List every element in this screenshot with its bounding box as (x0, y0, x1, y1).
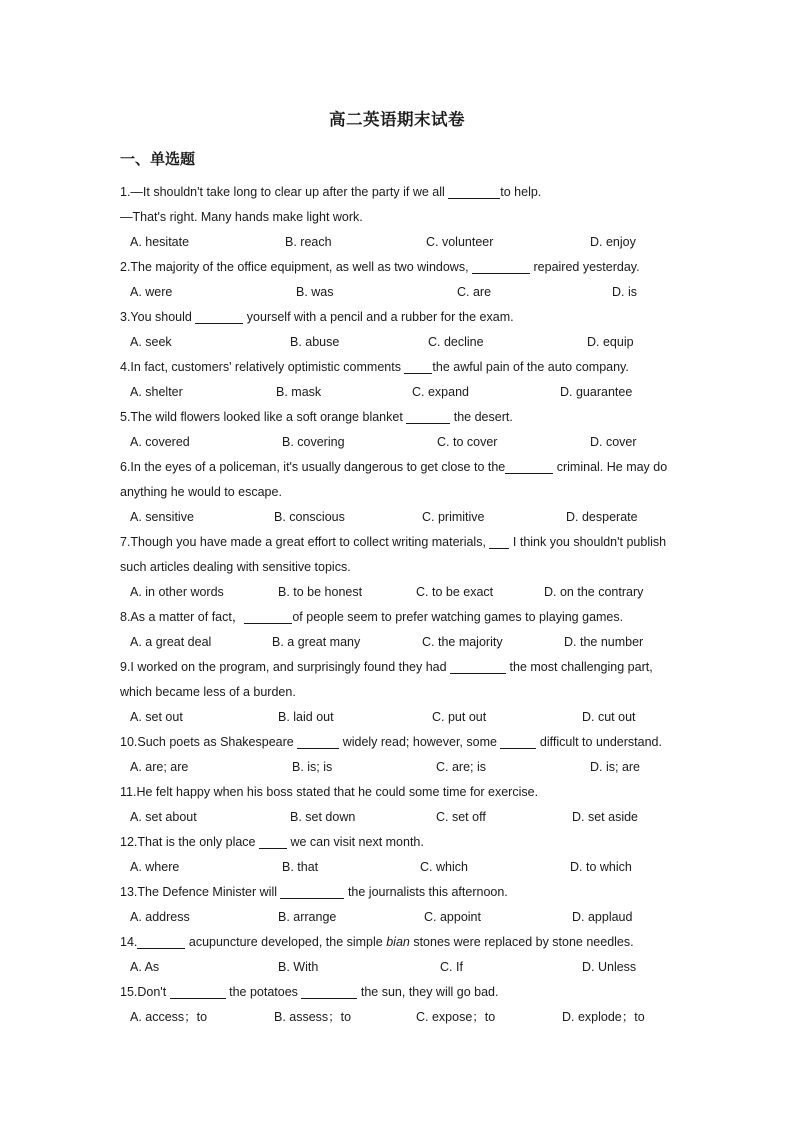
question-13 (120, 880, 680, 930)
stem-text: 15.Don't (120, 985, 170, 999)
answer-blank (301, 983, 357, 999)
option-row (120, 330, 680, 355)
option-row (120, 855, 680, 880)
stem-text: of people seem to prefer watching games to playing games. (292, 610, 624, 624)
question-stem (120, 455, 680, 505)
option-row (120, 430, 680, 455)
option-d: D. applaud (572, 910, 633, 924)
answer-blank (137, 933, 185, 949)
option-row (120, 705, 680, 730)
stem-text: acupuncture developed, the simple (185, 935, 387, 949)
option-a: A. a great deal (130, 635, 212, 649)
stem-text: 13.The Defence Minister will (120, 885, 281, 899)
option-a: A. As (130, 960, 160, 974)
stem-text: 3.You should (120, 310, 196, 324)
question-14 (120, 930, 680, 980)
question-8 (120, 605, 680, 655)
stem-text: criminal. He may do anything he would to escape. (120, 460, 668, 499)
question-12 (120, 830, 680, 880)
question-9 (120, 655, 680, 730)
option-d: D. explode；to (562, 1010, 645, 1024)
answer-blank (406, 408, 450, 424)
question-stem (120, 655, 680, 705)
stem-text: 12.That is the only place (120, 835, 259, 849)
option-b: B. to be honest (278, 585, 363, 599)
answer-blank (448, 183, 500, 199)
option-d: D. the number (564, 635, 644, 649)
question-stem (120, 605, 680, 630)
question-stem (120, 255, 680, 280)
stem-text: 11.He felt happy when his boss stated that he could some time for exercise. (120, 785, 539, 799)
question-stem (120, 830, 680, 855)
option-a: A. covered (130, 435, 190, 449)
stem-text: the most challenging part, which became less of a burden. (120, 660, 653, 699)
option-b: B. arrange (278, 910, 337, 924)
option-row (120, 280, 680, 305)
answer-blank (259, 833, 287, 849)
option-c: C. which (420, 860, 468, 874)
question-stem (120, 880, 680, 905)
option-d: D. cover (590, 435, 637, 449)
question-6 (120, 455, 680, 530)
option-c: C. volunteer (426, 235, 494, 249)
stem-text: 1.—It shouldn't take long to clear up after the party if we all (120, 185, 449, 199)
stem-text: stones were replaced by stone needles. (409, 935, 634, 949)
option-b: B. laid out (278, 710, 334, 724)
option-row (120, 230, 680, 255)
stem-text: to help. (500, 185, 542, 199)
answer-blank (404, 358, 432, 374)
question-5 (120, 405, 680, 455)
stem-text: the awful pain of the auto company. (432, 360, 629, 374)
stem-text: bian (386, 935, 410, 949)
question-stem (120, 930, 680, 955)
option-b: B. is; is (292, 760, 333, 774)
stem-text: the desert. (450, 410, 513, 424)
option-row (120, 1005, 680, 1030)
option-b: B. conscious (274, 510, 345, 524)
option-a: A. access；to (130, 1010, 208, 1024)
option-a: A. set out (130, 710, 183, 724)
question-2 (120, 255, 680, 305)
question-stem (120, 305, 680, 330)
answer-blank (472, 258, 530, 274)
stem-text: I think you shouldn't publish such articles dealing with sensitive topics. (120, 535, 667, 574)
stem-text: 8.As a matter of fact， (120, 610, 245, 624)
question-7 (120, 530, 680, 605)
stem-text: 6.In the eyes of a policeman, it's usually dangerous to get close to the (120, 460, 506, 474)
option-a: A. hesitate (130, 235, 190, 249)
page-title: 高二英语期末试卷 (329, 110, 465, 129)
option-row (120, 955, 680, 980)
answer-blank (505, 458, 553, 474)
option-b: B. a great many (272, 635, 361, 649)
answer-blank (500, 733, 536, 749)
option-a: A. in other words (130, 585, 224, 599)
stem-text: widely read; however, some (339, 735, 501, 749)
option-a: A. were (130, 285, 173, 299)
answer-blank (170, 983, 226, 999)
question-stem (120, 180, 680, 205)
option-c: C. to be exact (416, 585, 494, 599)
option-b: B. With (278, 960, 319, 974)
answer-blank (297, 733, 339, 749)
option-b: B. was (296, 285, 334, 299)
answer-blank (195, 308, 243, 324)
question-1 (120, 180, 680, 255)
option-c: C. primitive (422, 510, 485, 524)
option-a: A. address (130, 910, 190, 924)
option-a: A. are; are (130, 760, 189, 774)
question-stem (120, 780, 680, 805)
option-c: C. appoint (424, 910, 481, 924)
question-3 (120, 305, 680, 355)
option-d: D. guarantee (560, 385, 633, 399)
stem-text: 7.Though you have made a great effort to collect writing materials, (120, 535, 490, 549)
option-c: C. expand (412, 385, 469, 399)
option-d: D. cut out (582, 710, 636, 724)
stem-text: yourself with a pencil and a rubber for the exam. (243, 310, 514, 324)
stem-text: 4.In fact, customers' relatively optimistic comments (120, 360, 405, 374)
option-b: B. reach (285, 235, 332, 249)
option-b: B. that (282, 860, 319, 874)
option-row (120, 380, 680, 405)
stem-text: the journalists this afternoon. (344, 885, 508, 899)
option-a: A. shelter (130, 385, 183, 399)
stem-text: 10.Such poets as Shakespeare (120, 735, 298, 749)
option-d: D. set aside (572, 810, 639, 824)
question-stem (120, 980, 680, 1005)
question-list (120, 180, 680, 1030)
option-b: B. assess；to (274, 1010, 352, 1024)
question-stem (120, 405, 680, 430)
question-10 (120, 730, 680, 780)
option-a: A. seek (130, 335, 172, 349)
option-d: D. is; are (590, 760, 641, 774)
stem-text: 5.The wild flowers looked like a soft orange blanket (120, 410, 407, 424)
option-c: C. put out (432, 710, 487, 724)
option-b: B. set down (290, 810, 356, 824)
option-d: D. to which (570, 860, 632, 874)
option-c: C. If (440, 960, 463, 974)
stem-text: the sun, they will go bad. (357, 985, 499, 999)
option-d: D. Unless (582, 960, 637, 974)
answer-blank (489, 533, 509, 549)
option-c: C. decline (428, 335, 484, 349)
question-stem (120, 730, 680, 755)
option-c: C. set off (436, 810, 486, 824)
question-15 (120, 980, 680, 1030)
stem-text: the potatoes (225, 985, 302, 999)
stem-text: 9.I worked on the program, and surprisingly found they had (120, 660, 451, 674)
stem-text: repaired yesterday. (530, 260, 640, 274)
option-b: B. covering (282, 435, 345, 449)
section-heading: 一、单选题 (120, 150, 196, 168)
option-a: A. where (130, 860, 180, 874)
answer-blank (244, 608, 292, 624)
option-row (120, 905, 680, 930)
question-stem (120, 530, 680, 580)
option-b: B. mask (276, 385, 322, 399)
answer-blank (280, 883, 344, 899)
question-4 (120, 355, 680, 405)
option-row (120, 755, 680, 780)
option-d: D. desperate (566, 510, 638, 524)
option-row (120, 580, 680, 605)
option-d: D. on the contrary (544, 585, 644, 599)
option-c: C. the majority (422, 635, 503, 649)
stem-text: we can visit next month. (286, 835, 424, 849)
option-a: A. sensitive (130, 510, 194, 524)
option-d: D. is (612, 285, 637, 299)
option-c: C. are (457, 285, 492, 299)
option-b: B. abuse (290, 335, 340, 349)
stem-text: 14. (120, 935, 138, 949)
option-c: C. are; is (436, 760, 487, 774)
answer-blank (450, 658, 506, 674)
stem-text: difficult to understand. (536, 735, 662, 749)
option-c: C. expose；to (416, 1010, 496, 1024)
stem-text: 2.The majority of the office equipment, as well as two windows, (120, 260, 473, 274)
option-row (120, 630, 680, 655)
question-stem (120, 355, 680, 380)
question-reply: —That's right. Many hands make light work. (120, 210, 363, 224)
option-d: D. equip (587, 335, 634, 349)
option-row (120, 805, 680, 830)
question-11 (120, 780, 680, 830)
option-d: D. enjoy (590, 235, 636, 249)
option-a: A. set about (130, 810, 197, 824)
option-row (120, 505, 680, 530)
option-c: C. to cover (437, 435, 498, 449)
